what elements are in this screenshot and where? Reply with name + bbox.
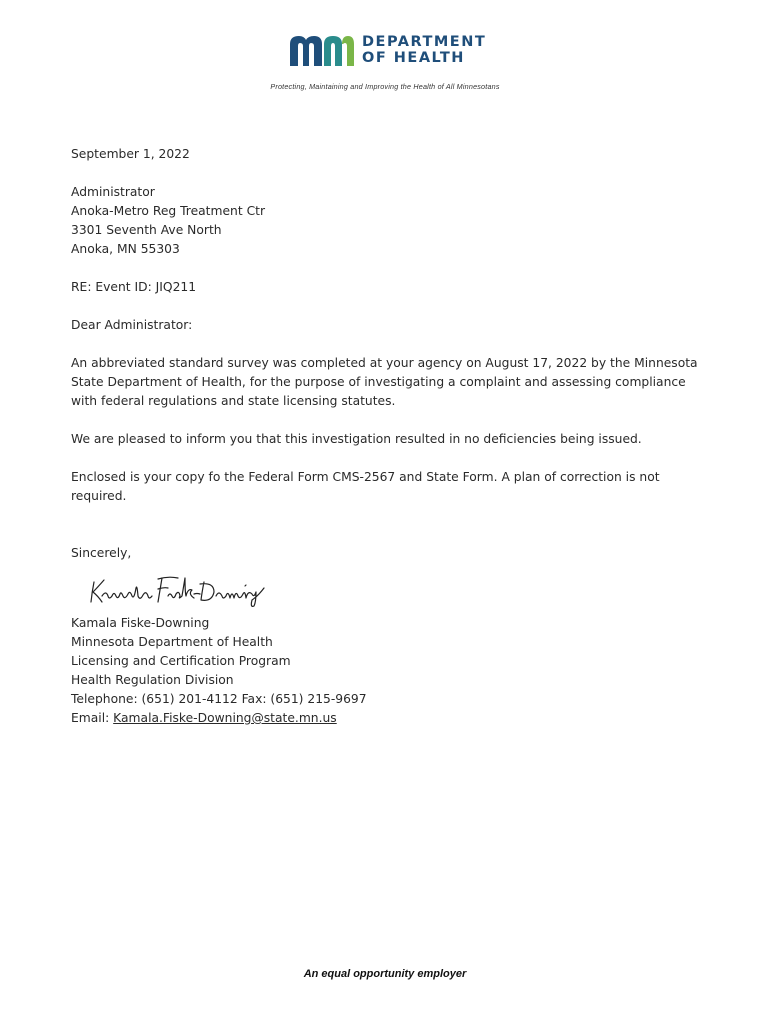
paragraph-survey-line-1: An abbreviated standard survey was completed at your agency on August 17, 2022 by the Minnesota	[71, 356, 698, 370]
handwritten-signature	[88, 574, 268, 608]
signer-program: Licensing and Certification Program	[71, 654, 291, 668]
signer-email-line	[71, 709, 337, 728]
paragraph-survey-line-2: State Department of Health, for the purpose of investigating a complaint and assessing compliance	[71, 375, 686, 389]
paragraph-enclosure	[71, 468, 691, 506]
signer-name: Kamala Fiske-Downing	[71, 616, 210, 630]
email-link[interactable]: Kamala.Fiske-Downing@state.mn.us	[113, 711, 337, 725]
paragraph-survey	[71, 354, 698, 411]
signer-department: Minnesota Department of Health	[71, 635, 273, 649]
recipient-city-state-zip: Anoka, MN 55303	[71, 242, 180, 256]
salutation: Dear Administrator:	[71, 318, 193, 332]
paragraph-result: We are pleased to inform you that this investigation resulted in no deficiencies being issued.	[71, 432, 642, 446]
signer-division: Health Regulation Division	[71, 673, 234, 687]
logo-line-department: DEPARTMENT	[362, 34, 487, 50]
logo-wordmark	[362, 34, 486, 66]
recipient-organization: Anoka-Metro Reg Treatment Ctr	[71, 204, 266, 218]
mdh-logo	[290, 34, 490, 70]
footer-equal-opportunity: An equal opportunity employer	[303, 968, 467, 980]
logo-line-of-health: OF HEALTH	[362, 50, 465, 66]
paragraph-survey-line-3: with federal regulations and state licensing statutes.	[71, 394, 396, 408]
mn-logo-mark-icon	[290, 34, 354, 66]
recipient-street: 3301 Seventh Ave North	[71, 223, 222, 237]
letter-date: September 1, 2022	[71, 147, 190, 161]
closing: Sincerely,	[71, 546, 132, 560]
re-line: RE: Event ID: JIQ211	[71, 280, 197, 294]
email-label: Email:	[71, 711, 114, 725]
paragraph-enclosure-line-2: required.	[71, 489, 127, 503]
paragraph-enclosure-line-1: Enclosed is your copy fo the Federal Form CMS-2567 and State Form. A plan of correction is not	[71, 470, 660, 484]
signer-phone-fax: Telephone: (651) 201-4112 Fax: (651) 215-9697	[71, 692, 367, 706]
recipient-title: Administrator	[71, 185, 155, 199]
tagline: Protecting, Maintaining and Improving the Health of All Minnesotans	[270, 82, 500, 91]
